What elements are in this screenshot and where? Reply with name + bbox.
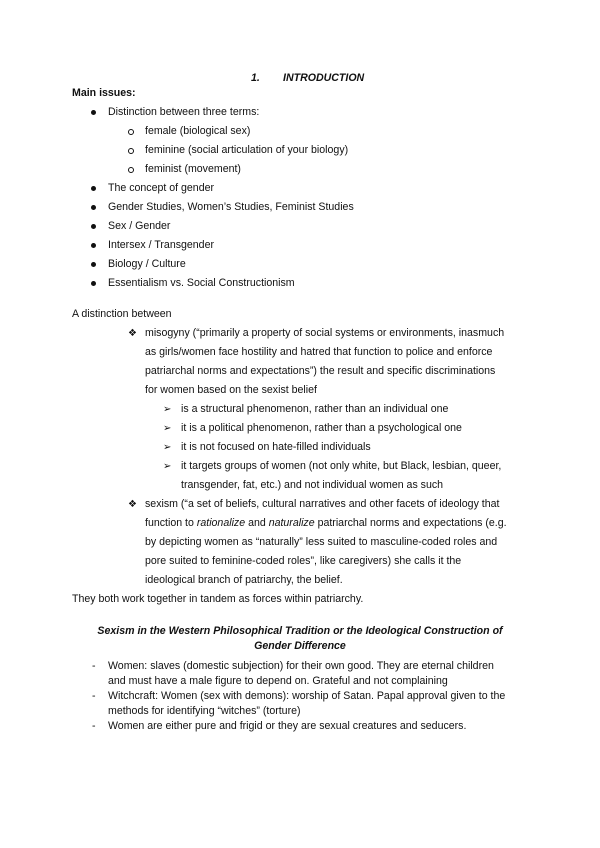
- heading-number: 1.: [251, 72, 260, 84]
- list-item: Intersex / Transgender: [108, 239, 214, 251]
- sub-list-item: female (biological sex): [145, 125, 251, 137]
- sexism-line: sexism (“a set of beliefs, cultural narratives and other facets of ideology that: [145, 498, 500, 510]
- misogyny-line: for women based on the sexist belief: [145, 384, 317, 396]
- dash-bullet: -: [92, 720, 96, 732]
- section-item: Women: slaves (domestic subjection) for their own good. They are eternal children: [108, 660, 494, 672]
- distinction-intro: A distinction between: [72, 308, 172, 320]
- circle-bullet-icon: [128, 129, 134, 135]
- bullet-icon: [91, 262, 96, 267]
- main-issues-label: Main issues:: [72, 87, 136, 99]
- misogyny-point: is a structural phenomenon, rather than an individual one: [181, 403, 449, 415]
- misogyny-line: as girls/women face hostility and hatred that function to police and enforce: [145, 346, 493, 358]
- misogyny-point: it is not focused on hate-filled individuals: [181, 441, 371, 453]
- sub-list-item: feminist (movement): [145, 163, 241, 175]
- sexism-line: pore suited to feminine-coded roles”, like caregivers) she calls it the: [145, 555, 462, 567]
- circle-bullet-icon: [128, 167, 134, 173]
- arrow-bullet-icon: ➢: [163, 461, 172, 472]
- sexism-text: and: [245, 517, 269, 529]
- sub-list-item: feminine (social articulation of your biology): [145, 144, 349, 156]
- misogyny-point: it is a political phenomenon, rather than a psychological one: [181, 422, 462, 434]
- section-title: Sexism in the Western Philosophical Tradition or the Ideological Construction of: [97, 625, 503, 637]
- section-item: and must have a male figure to depend on. Grateful and not complaining: [108, 675, 448, 687]
- section-item: Women are either pure and frigid or they are sexual creatures and seducers.: [108, 720, 467, 732]
- list-item: Biology / Culture: [108, 258, 186, 270]
- sexism-text: function to: [145, 517, 197, 529]
- conclusion-text: They both work together in tandem as forces within patriarchy.: [72, 593, 364, 605]
- misogyny-line: patriarchal norms and expectations”) the result and specific discriminations: [145, 365, 496, 377]
- list-item: Gender Studies, Women’s Studies, Feminist Studies: [108, 201, 354, 213]
- diamond-bullet-icon: ❖: [128, 499, 137, 510]
- bullet-icon: [91, 205, 96, 210]
- list-item: Sex / Gender: [108, 220, 171, 232]
- emphasis-rationalize: rationalize: [196, 517, 246, 529]
- arrow-bullet-icon: ➢: [163, 442, 172, 453]
- section-title: Gender Difference: [254, 640, 346, 652]
- dash-bullet: -: [92, 660, 96, 672]
- sexism-line: [145, 517, 507, 530]
- bullet-icon: [91, 186, 96, 191]
- diamond-bullet-icon: ❖: [128, 328, 137, 339]
- dash-bullet: -: [92, 690, 96, 702]
- list-item: Essentialism vs. Social Constructionism: [108, 277, 295, 289]
- list-item: The concept of gender: [108, 182, 215, 194]
- bullet-icon: [91, 243, 96, 248]
- section-item: Witchcraft: Women (sex with demons): worship of Satan. Papal approval given to the: [108, 690, 506, 702]
- section-item: methods for identifying “witches” (torture): [108, 705, 301, 717]
- misogyny-point: it targets groups of women (not only white, but Black, lesbian, queer,: [181, 460, 502, 472]
- misogyny-line: misogyny (“primarily a property of social systems or environments, inasmuch: [145, 327, 505, 339]
- arrow-bullet-icon: ➢: [163, 404, 172, 415]
- bullet-icon: [91, 110, 96, 115]
- sexism-line: ideological branch of patriarchy, the belief.: [145, 574, 343, 586]
- misogyny-point: transgender, fat, etc.) and not individual women as such: [181, 479, 444, 491]
- bullet-icon: [91, 281, 96, 286]
- bullet-icon: [91, 224, 96, 229]
- sexism-text: patriarchal norms and expectations (e.g.: [314, 517, 507, 529]
- sexism-line: by depicting women as “naturally” less suited to masculine-coded roles and: [145, 536, 498, 548]
- page-title: INTRODUCTION: [283, 72, 365, 84]
- arrow-bullet-icon: ➢: [163, 423, 172, 434]
- circle-bullet-icon: [128, 148, 134, 154]
- list-item: Distinction between three terms:: [108, 106, 260, 118]
- emphasis-naturalize: naturalize: [268, 517, 315, 529]
